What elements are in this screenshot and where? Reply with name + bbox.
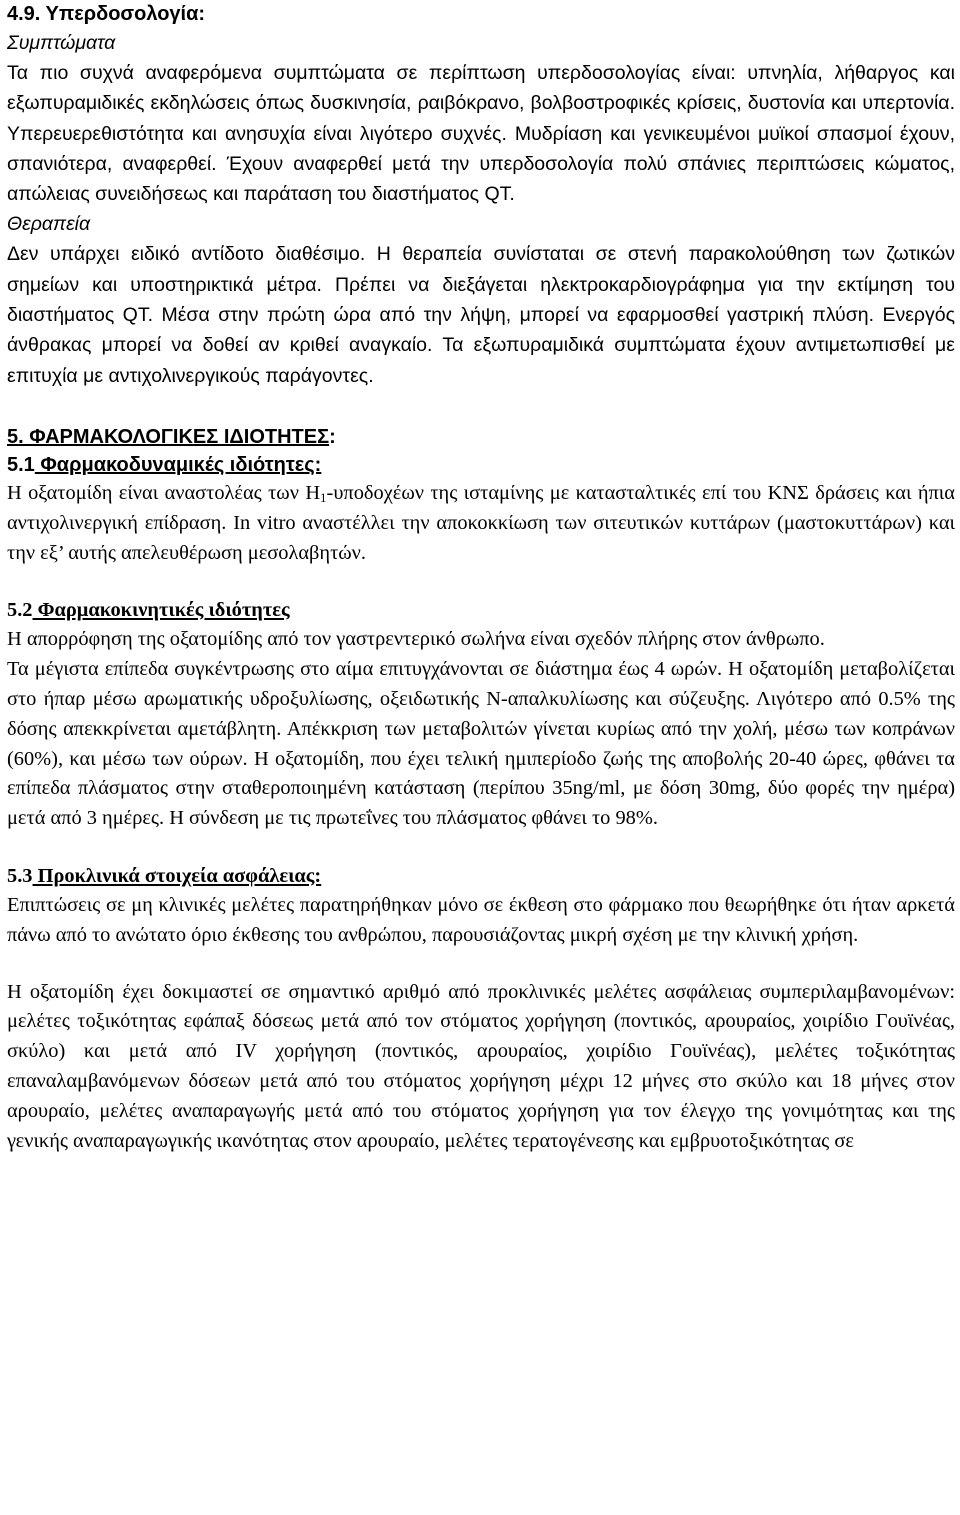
pharmacokinetics-heading xyxy=(7,595,955,625)
preclinical-safety-heading xyxy=(7,861,955,891)
symptoms-heading: Συμπτώματα xyxy=(7,32,116,54)
pharmacodynamics-number: 5.1 xyxy=(7,453,35,476)
pharmacokinetics-paragraph-2: Τα μέγιστα επίπεδα συγκέντρωσης στο αίμα επιτυγχάνονται σε διάστημα έως 4 ωρών. Η οξατομίδη μεταβολίζεται στο ήπαρ μέσω αρωματικής υδροξυλίωσης, οξειδωτικής Ν-απαλκυλίωσης και σύζευξης. Λιγότερο από 0.5% της δόσης απεκκρίνεται αμετάβλητη. Απέκκριση των μεταβολιτών γίνεται κυρίως από την χολή, μέσω των κοπράνων (60%), και μέσω των ούρων. Η οξατομίδη, που έχει τελική ημιπερίοδο ζωής της αποβολής 20-40 ώρες, φθάνει τα επίπεδα πλάσματος στην σταθεροποιημένη κατάσταση (περίπου 35ng/ml, με δόση 30mg, δύο φορές την ημέρα) μετά από 3 ημέρες. Η σύνδεση με τις πρωτεΐνες του πλάσματος φθάνει το 98%. xyxy=(7,658,955,830)
section-5 xyxy=(7,423,955,1156)
pharmacodynamics-heading xyxy=(7,451,955,479)
h1-subscript: 1 xyxy=(320,489,327,505)
preclinical-safety-number: 5.3 xyxy=(7,864,33,887)
pharmacological-properties-title xyxy=(7,423,955,451)
overdose-title: 4.9. Υπερδοσολογία: xyxy=(7,3,206,25)
pharmacodynamics-paragraph xyxy=(7,479,955,568)
preclinical-safety-paragraph-1: Επιπτώσεις σε μη κλινικές μελέτες παρατηρήθηκαν μόνο σε έκθεση στο φάρμακο που θεωρήθηκε ότι ήταν αρκετά πάνω από το ανώτατο όριο έκθεσης του ανθρώπου, παρουσιάζοντας μικρή σχέση με την κλινική χρήση. xyxy=(7,893,955,946)
pharmacodynamics-text-part-1: Η οξατομίδη είναι αναστολέας των H xyxy=(7,481,321,504)
pharmacodynamics-title: Φαρμακοδυναμικές ιδιότητες: xyxy=(34,453,322,476)
section-5-title-colon: : xyxy=(329,425,336,448)
preclinical-safety-title: Προκλινικά στοιχεία ασφάλειας: xyxy=(32,864,322,887)
treatment-heading: Θεραπεία xyxy=(7,213,91,236)
symptoms-paragraph: Τα πιο συχνά αναφερόμενα συμπτώματα σε περίπτωση υπερδοσολογίας είναι: υπνηλία, λήθαργος και εξωπυραμιδικές εκδηλώσεις όπως δυσκινησία, ραιβόκρανο, βολβοστροφικές κρίσεις, δυστονία και υπερτονία. Υπερευερεθιστότητα και ανησυχία είναι λιγότερο συχνές. Μυδρίαση και γενικευμένοι μυϊκοί σπασμοί έχουν, σπανιότερα, αναφερθεί. Έχουν αναφερθεί μετά την υπερδοσολογία πολύ σπάνιες περιπτώσεις κώματος, απώλειας συνειδήσεως και παράταση του διαστήματος QT. xyxy=(7,62,955,206)
pharmacokinetics-title: Φαρμακοκινητικές ιδιότητες xyxy=(32,599,290,622)
pharmacokinetics-number: 5.2 xyxy=(7,599,33,622)
section-5-title-text: 5. ΦΑΡΜΑΚΟΛΟΓΙΚΕΣ ΙΔΙΟΤΗΤΕΣ xyxy=(7,425,330,448)
preclinical-safety-paragraph-2: Η οξατομίδη έχει δοκιμαστεί σε σημαντικό αριθμό από προκλινικές μελέτες ασφάλειας συμπεριλαμβανομένων: μελέτες τοξικότητας εφάπαξ δόσεως μετά από τον στόματος χορήγηση (ποντικός, αρουραίος, χοιρίδιο Γουϊνέας, σκύλο) και μετά από IV χορήγηση (ποντικός, αρουραίος, χοιρίδιο Γουϊνέας), μελέτες τοξικότητας επαναλαμβανόμενων δόσεων μετά από του στόματος χορήγηση μέχρι 12 μήνες στο σκύλο και 18 μήνες στον αρουραίο, μελέτες αναπαραγωγής μετά από του στόματος χορήγηση για τον έλεγχο της γονιμότητας και της γενικής αναπαραγωγικής ικανότητας στον αρουραίο, μελέτες τερατογένεσης και εμβρυοτοξικότητας σε xyxy=(7,980,955,1152)
pharmacokinetics-paragraph-1: Η απορρόφηση της οξατομίδης από τον γαστρεντερικό σωλήνα είναι σχεδόν πλήρης στον άνθρωπο. xyxy=(7,628,825,651)
pharmacodynamics-text-part-2: -υποδοχέων της ισταμίνης με κατασταλτικές επί του ΚΝΣ δράσεις και ήπια αντιχολινεργική επίδραση. In vitro αναστέλλει την αποκοκκίωση των σιτευτικών κυττάρων (μαστοκυττάρων) και την εξ’ αυτής απελευθέρωση μεσολαβητών. xyxy=(7,481,955,564)
section-4-9 xyxy=(7,0,955,391)
treatment-paragraph: Δεν υπάρχει ειδικό αντίδοτο διαθέσιμο. Η θεραπεία συνίσταται σε στενή παρακολούθηση των ζωτικών σημείων και υποστηρικτικά μέτρα. Πρέπει να διεξάγεται ηλεκτροκαρδιογράφημα για την εκτίμηση του διαστήματος QT. Μέσα στην πρώτη ώρα από την λήψη, μπορεί να εφαρμοσθεί γαστρική πλύση. Ενεργός άνθρακας μπορεί να δοθεί αν κριθεί αναγκαίο. Τα εξωπυραμιδικά συμπτώματα έχουν αντιμετωπισθεί με επιτυχία με αντιχολινεργικούς παράγοντες. xyxy=(7,243,955,387)
